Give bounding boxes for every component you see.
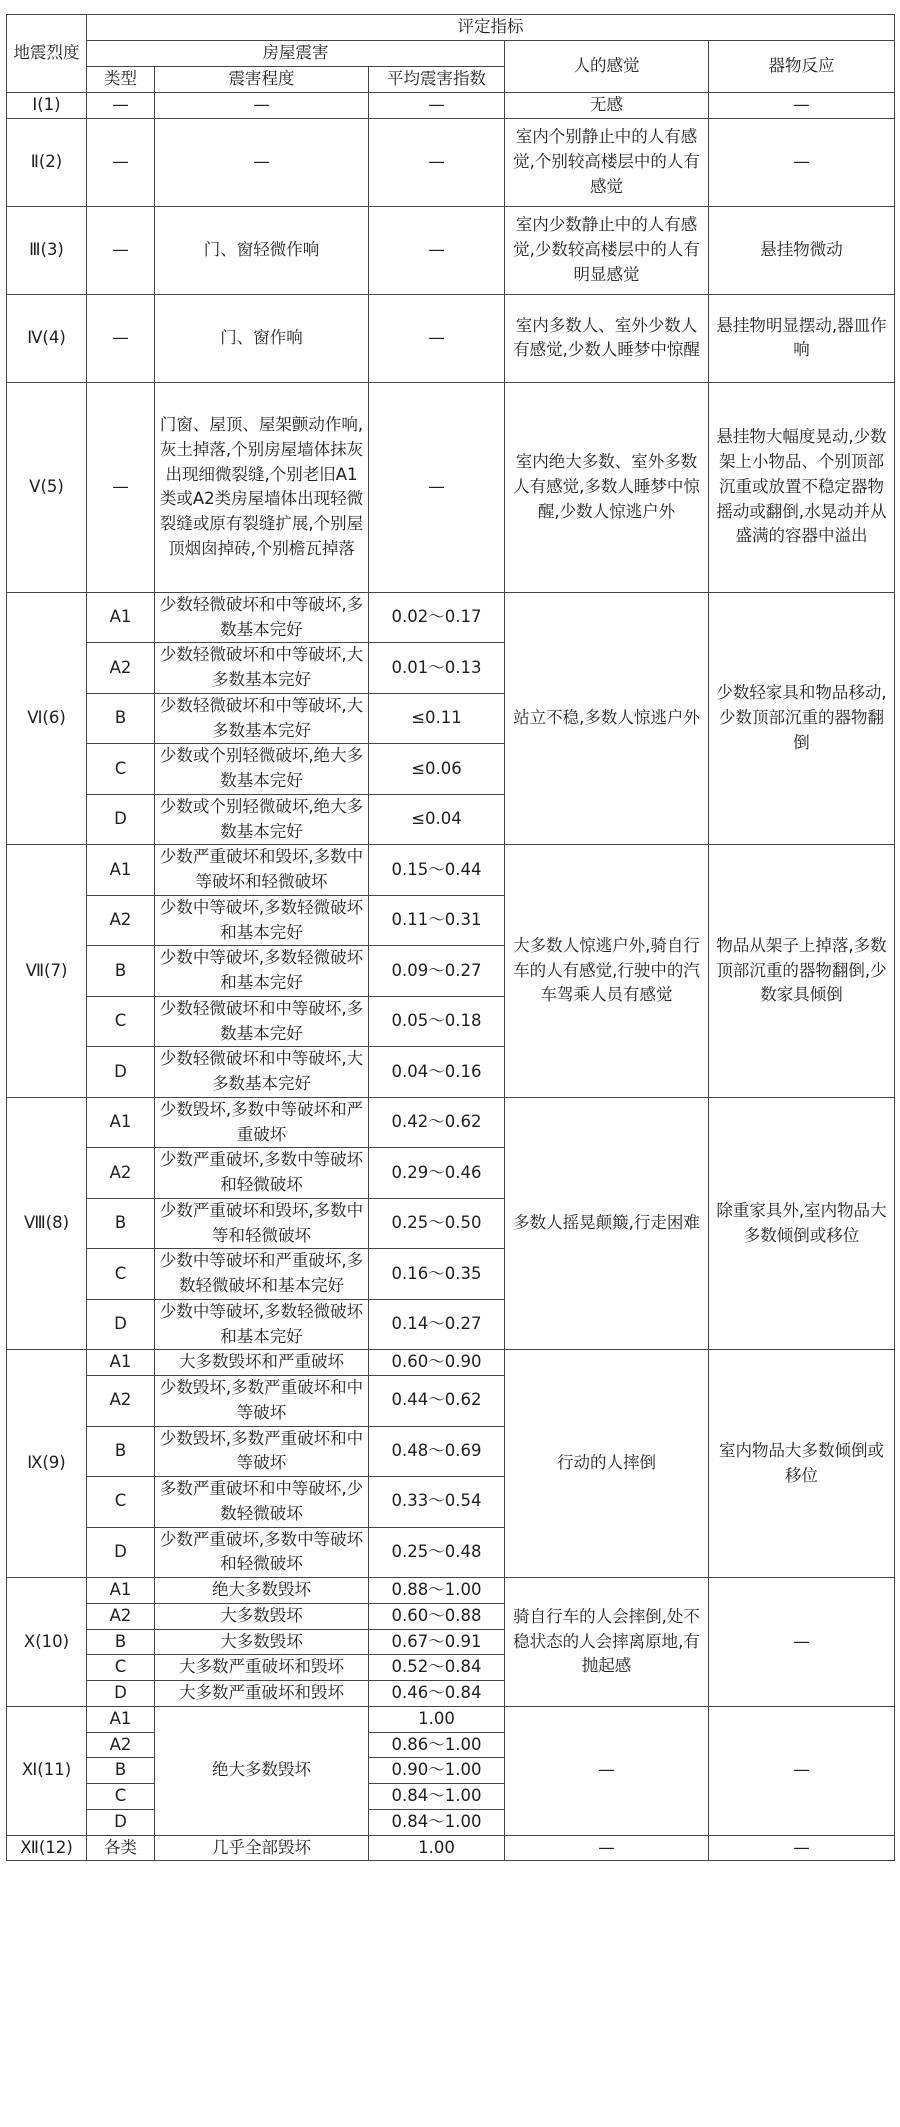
- damage-index-cell: ≤0.06: [369, 744, 505, 795]
- damage-index-cell: 0.86～1.00: [369, 1732, 505, 1758]
- damage-degree-cell: —: [155, 118, 369, 206]
- damage-degree-cell: 少数或个别轻微破坏,绝大多数基本完好: [155, 744, 369, 795]
- object-reaction-cell: 少数轻家具和物品移动,少数顶部沉重的器物翻倒: [709, 592, 895, 845]
- damage-index-cell: 1.00: [369, 1706, 505, 1732]
- header-object-reaction: 器物反应: [709, 41, 895, 93]
- building-type-cell: B: [87, 693, 155, 744]
- building-type-cell: A2: [87, 1732, 155, 1758]
- damage-degree-cell: 少数毁坏,多数严重破坏和中等破坏: [155, 1426, 369, 1477]
- building-type-cell: B: [87, 1629, 155, 1655]
- header-damage-degree: 震害程度: [155, 67, 369, 93]
- object-reaction-cell: —: [709, 1578, 895, 1707]
- damage-degree-cell: 少数轻微破坏和中等破坏,大多数基本完好: [155, 643, 369, 694]
- intensity-cell: Ⅻ(12): [7, 1835, 87, 1861]
- building-type-cell: C: [87, 1655, 155, 1681]
- damage-degree-cell: 少数严重破坏,多数中等破坏和轻微破坏: [155, 1148, 369, 1199]
- damage-index-cell: 0.01～0.13: [369, 643, 505, 694]
- building-type-cell: D: [87, 1681, 155, 1707]
- building-type-cell: B: [87, 1426, 155, 1477]
- damage-index-cell: 0.15～0.44: [369, 845, 505, 896]
- damage-index-cell: 0.46～0.84: [369, 1681, 505, 1707]
- damage-degree-cell: 少数严重破坏和毁坏,多数中等破坏和轻微破坏: [155, 845, 369, 896]
- damage-degree-cell: 少数中等破坏和严重破坏,多数轻微破坏和基本完好: [155, 1249, 369, 1300]
- damage-index-cell: ≤0.11: [369, 693, 505, 744]
- header-criteria: 评定指标: [87, 15, 895, 41]
- damage-index-cell: 0.60～0.88: [369, 1603, 505, 1629]
- damage-degree-cell: 少数轻微破坏和中等破坏,大多数基本完好: [155, 1047, 369, 1098]
- intensity-cell: Ⅰ(1): [7, 93, 87, 119]
- damage-degree-cell: 少数严重破坏和毁坏,多数中等和轻微破坏: [155, 1198, 369, 1249]
- damage-index-cell: 0.25～0.48: [369, 1527, 505, 1578]
- seismic-intensity-table: [6, 14, 895, 1861]
- damage-index-cell: —: [369, 93, 505, 119]
- damage-degree-cell: —: [155, 93, 369, 119]
- table-row: [7, 382, 895, 592]
- building-type-cell: —: [87, 294, 155, 382]
- damage-degree-cell: 少数中等破坏,多数轻微破坏和基本完好: [155, 946, 369, 997]
- header-building-damage: 房屋震害: [87, 41, 505, 67]
- object-reaction-cell: —: [709, 93, 895, 119]
- damage-index-cell: 0.14～0.27: [369, 1299, 505, 1350]
- intensity-cell: Ⅳ(4): [7, 294, 87, 382]
- human-feeling-cell: 骑自行车的人会摔倒,处不稳状态的人会摔离原地,有抛起感: [505, 1578, 709, 1707]
- human-feeling-cell: —: [505, 1835, 709, 1861]
- table-row: [7, 1578, 895, 1604]
- table-row: [7, 206, 895, 294]
- intensity-cell: Ⅵ(6): [7, 592, 87, 845]
- building-type-cell: D: [87, 1809, 155, 1835]
- intensity-cell: Ⅸ(9): [7, 1350, 87, 1578]
- human-feeling-cell: 室内多数人、室外少数人有感觉,少数人睡梦中惊醒: [505, 294, 709, 382]
- damage-index-cell: 0.16～0.35: [369, 1249, 505, 1300]
- damage-index-cell: 0.42～0.62: [369, 1097, 505, 1148]
- table-header: [7, 15, 895, 93]
- human-feeling-cell: 站立不稳,多数人惊逃户外: [505, 592, 709, 845]
- damage-degree-cell: 少数毁坏,多数严重破坏和中等破坏: [155, 1376, 369, 1427]
- building-type-cell: B: [87, 1198, 155, 1249]
- building-type-cell: D: [87, 1047, 155, 1098]
- building-type-cell: 各类: [87, 1835, 155, 1861]
- human-feeling-cell: 多数人摇晃颠簸,行走困难: [505, 1097, 709, 1350]
- table-row: [7, 1097, 895, 1148]
- object-reaction-cell: —: [709, 1706, 895, 1835]
- human-feeling-cell: 室内个别静止中的人有感觉,个别较高楼层中的人有感觉: [505, 118, 709, 206]
- damage-degree-cell: 门窗、屋顶、屋架颤动作响,灰土掉落,个别房屋墙体抹灰出现细微裂缝,个别老旧A1类或A2类房屋墙体出现轻微裂缝或原有裂缝扩展,个别屋顶烟囱掉砖,个别檐瓦掉落: [155, 382, 369, 592]
- building-type-cell: C: [87, 1784, 155, 1810]
- damage-index-cell: 0.48～0.69: [369, 1426, 505, 1477]
- human-feeling-cell: 无感: [505, 93, 709, 119]
- damage-index-cell: 0.09～0.27: [369, 946, 505, 997]
- damage-index-cell: 0.67～0.91: [369, 1629, 505, 1655]
- damage-index-cell: 0.60～0.90: [369, 1350, 505, 1376]
- damage-index-cell: 0.05～0.18: [369, 996, 505, 1047]
- table-row: [7, 845, 895, 896]
- damage-degree-cell: 大多数毁坏: [155, 1629, 369, 1655]
- table-body: [7, 93, 895, 1861]
- building-type-cell: —: [87, 206, 155, 294]
- damage-degree-cell: 多数严重破坏和中等破坏,少数轻微破坏: [155, 1477, 369, 1528]
- building-type-cell: C: [87, 996, 155, 1047]
- building-type-cell: —: [87, 118, 155, 206]
- building-type-cell: D: [87, 794, 155, 845]
- damage-degree-cell: 少数轻微破坏和中等破坏,多数基本完好: [155, 996, 369, 1047]
- damage-index-cell: —: [369, 294, 505, 382]
- human-feeling-cell: —: [505, 1706, 709, 1835]
- damage-index-cell: —: [369, 206, 505, 294]
- header-type: 类型: [87, 67, 155, 93]
- damage-index-cell: 0.33～0.54: [369, 1477, 505, 1528]
- damage-degree-cell: 少数或个别轻微破坏,绝大多数基本完好: [155, 794, 369, 845]
- intensity-cell: Ⅴ(5): [7, 382, 87, 592]
- damage-index-cell: 0.29～0.46: [369, 1148, 505, 1199]
- building-type-cell: A2: [87, 1376, 155, 1427]
- damage-degree-cell: 少数严重破坏,多数中等破坏和轻微破坏: [155, 1527, 369, 1578]
- table-row: [7, 118, 895, 206]
- damage-degree-cell: 大多数严重破坏和毁坏: [155, 1655, 369, 1681]
- table-row: [7, 1835, 895, 1861]
- intensity-cell: Ⅷ(8): [7, 1097, 87, 1350]
- building-type-cell: A1: [87, 845, 155, 896]
- damage-index-cell: 0.04～0.16: [369, 1047, 505, 1098]
- damage-degree-cell: 绝大多数毁坏: [155, 1578, 369, 1604]
- intensity-cell: Ⅺ(11): [7, 1706, 87, 1835]
- damage-degree-cell: 门、窗轻微作响: [155, 206, 369, 294]
- damage-index-cell: —: [369, 382, 505, 592]
- damage-index-cell: 0.02～0.17: [369, 592, 505, 643]
- table-row: [7, 1350, 895, 1376]
- building-type-cell: A1: [87, 1578, 155, 1604]
- header-mean-damage-index: 平均震害指数: [369, 67, 505, 93]
- intensity-cell: Ⅶ(7): [7, 845, 87, 1098]
- damage-degree-cell: 大多数严重破坏和毁坏: [155, 1681, 369, 1707]
- table-row: [7, 93, 895, 119]
- building-type-cell: A1: [87, 1706, 155, 1732]
- building-type-cell: A2: [87, 1148, 155, 1199]
- table-row: [7, 1706, 895, 1732]
- building-type-cell: —: [87, 382, 155, 592]
- damage-index-cell: 0.25～0.50: [369, 1198, 505, 1249]
- object-reaction-cell: 物品从架子上掉落,多数顶部沉重的器物翻倒,少数家具倾倒: [709, 845, 895, 1098]
- intensity-cell: Ⅲ(3): [7, 206, 87, 294]
- human-feeling-cell: 大多数人惊逃户外,骑自行车的人有感觉,行驶中的汽车驾乘人员有感觉: [505, 845, 709, 1098]
- building-type-cell: B: [87, 1758, 155, 1784]
- damage-degree-cell: 少数毁坏,多数中等破坏和严重破坏: [155, 1097, 369, 1148]
- building-type-cell: A2: [87, 643, 155, 694]
- object-reaction-cell: 悬挂物大幅度晃动,少数架上小物品、个别顶部沉重或放置不稳定器物摇动或翻倒,水晃动并从盛满的容器中溢出: [709, 382, 895, 592]
- damage-degree-cell: 门、窗作响: [155, 294, 369, 382]
- damage-degree-cell: 绝大多数毁坏: [155, 1706, 369, 1835]
- damage-degree-cell: 少数轻微破坏和中等破坏,大多数基本完好: [155, 693, 369, 744]
- header-human-feeling: 人的感觉: [505, 41, 709, 93]
- damage-index-cell: —: [369, 118, 505, 206]
- table-row: [7, 592, 895, 643]
- damage-degree-cell: 少数中等破坏,多数轻微破坏和基本完好: [155, 1299, 369, 1350]
- human-feeling-cell: 行动的人摔倒: [505, 1350, 709, 1578]
- human-feeling-cell: 室内绝大多数、室外多数人有感觉,多数人睡梦中惊醒,少数人惊逃户外: [505, 382, 709, 592]
- header-intensity: 地震烈度: [7, 15, 87, 93]
- damage-index-cell: 0.52～0.84: [369, 1655, 505, 1681]
- damage-index-cell: 0.84～1.00: [369, 1784, 505, 1810]
- damage-degree-cell: 几乎全部毁坏: [155, 1835, 369, 1861]
- object-reaction-cell: 悬挂物微动: [709, 206, 895, 294]
- damage-degree-cell: 少数轻微破坏和中等破坏,多数基本完好: [155, 592, 369, 643]
- damage-index-cell: ≤0.04: [369, 794, 505, 845]
- damage-index-cell: 0.44～0.62: [369, 1376, 505, 1427]
- building-type-cell: —: [87, 93, 155, 119]
- damage-degree-cell: 少数中等破坏,多数轻微破坏和基本完好: [155, 895, 369, 946]
- damage-index-cell: 1.00: [369, 1835, 505, 1861]
- damage-index-cell: 0.11～0.31: [369, 895, 505, 946]
- building-type-cell: A1: [87, 1097, 155, 1148]
- building-type-cell: A2: [87, 1603, 155, 1629]
- damage-index-cell: 0.84～1.00: [369, 1809, 505, 1835]
- damage-index-cell: 0.90～1.00: [369, 1758, 505, 1784]
- damage-degree-cell: 大多数毁坏和严重破坏: [155, 1350, 369, 1376]
- building-type-cell: A2: [87, 895, 155, 946]
- damage-degree-cell: 大多数毁坏: [155, 1603, 369, 1629]
- building-type-cell: D: [87, 1527, 155, 1578]
- object-reaction-cell: —: [709, 1835, 895, 1861]
- object-reaction-cell: 室内物品大多数倾倒或移位: [709, 1350, 895, 1578]
- building-type-cell: A1: [87, 592, 155, 643]
- building-type-cell: B: [87, 946, 155, 997]
- building-type-cell: C: [87, 1477, 155, 1528]
- building-type-cell: D: [87, 1299, 155, 1350]
- intensity-cell: Ⅱ(2): [7, 118, 87, 206]
- human-feeling-cell: 室内少数静止中的人有感觉,少数较高楼层中的人有明显感觉: [505, 206, 709, 294]
- building-type-cell: C: [87, 744, 155, 795]
- building-type-cell: C: [87, 1249, 155, 1300]
- intensity-cell: Ⅹ(10): [7, 1578, 87, 1707]
- damage-index-cell: 0.88～1.00: [369, 1578, 505, 1604]
- building-type-cell: A1: [87, 1350, 155, 1376]
- object-reaction-cell: 悬挂物明显摆动,器皿作响: [709, 294, 895, 382]
- object-reaction-cell: —: [709, 118, 895, 206]
- object-reaction-cell: 除重家具外,室内物品大多数倾倒或移位: [709, 1097, 895, 1350]
- table-row: [7, 294, 895, 382]
